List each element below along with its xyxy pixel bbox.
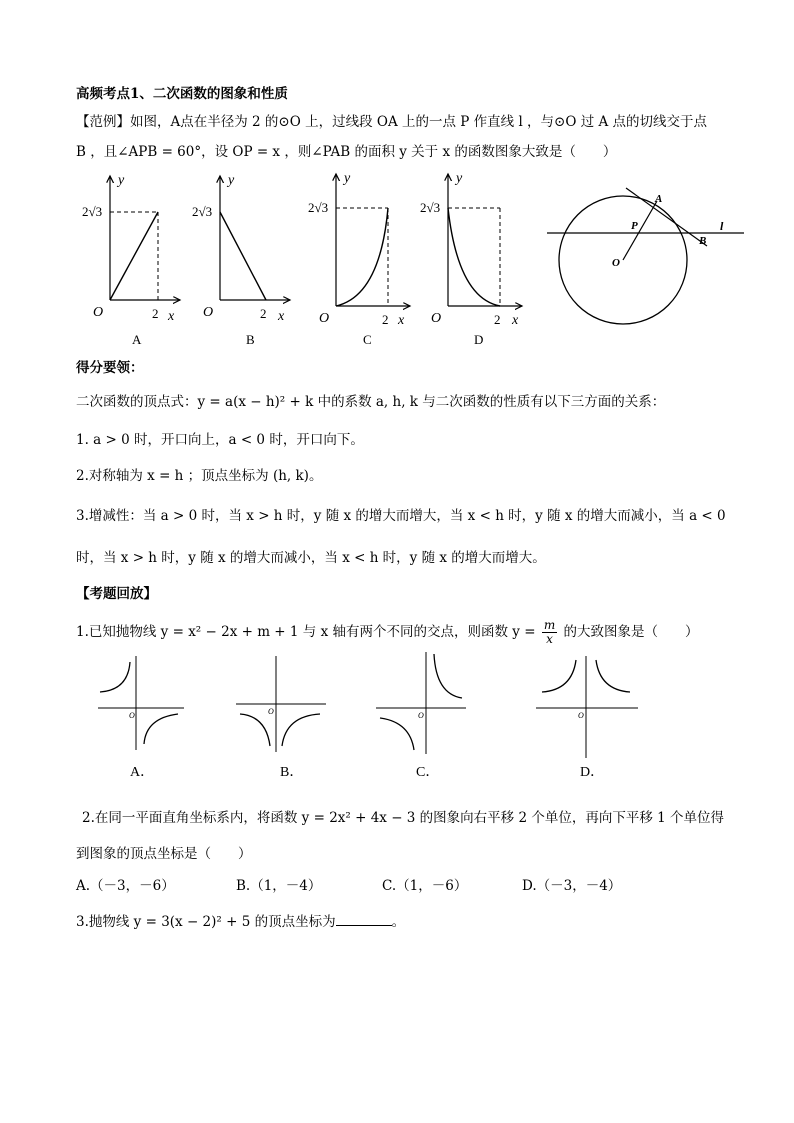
graph-b-caption: B [246,332,255,347]
q1-prefix: 1.已知抛物线 y = x² − 2x + m + 1 与 x 轴有两个不同的交点，则函数 y = [76,624,536,640]
graph-c-origin: O [319,311,330,326]
line-l-label: l [720,219,724,233]
graph-a-ylabel: y [118,173,125,188]
q1-a-caption: A． [130,765,155,780]
point-b-label: B [699,235,707,247]
section-title: 高频考点1、二次函数的图象和性质 [76,86,288,102]
graph-b-ytick: 2√3 [192,204,213,219]
circle-figure [544,178,749,333]
q1-graph-b [236,656,326,780]
q3-end: 。 [391,914,406,930]
graph-d-origin: O [431,311,442,326]
q2-line-1: 2.在同一平面直角坐标系内，将函数 y = 2x² + 4x − 3 的图象向右平移 2 个单位，再向下平移 1 个单位得 [82,810,725,826]
tips-point-3-line-2: 时，当 x > h 时，y 随 x 的增大而减小，当 x < h 时，y 随 x 的增大而增大。 [76,550,546,566]
q1-graph-d [536,656,638,780]
graph-d-xlabel: x [512,313,519,328]
graph-b-ylabel: y [228,173,235,188]
point-a-label: A [655,193,663,205]
graph-a-curve [110,212,158,300]
graph-d-ytick: 2√3 [420,200,441,215]
example-line-2: B ，且∠APB = 60°，设 OP = x ，则∠PAB 的面积 y 关于 x 的函数图象大致是（ ） [76,144,617,160]
q1-graphs-figure [90,650,650,786]
graph-c [308,171,410,347]
graph-b-origin: O [203,305,214,320]
tips-point-3-line-1: 3.增减性：当 a > 0 时，当 x > h 时，y 随 x 的增大而增大，当 x < h 时，y 随 x 的增大而减小，当 a < 0 [76,508,726,524]
q1-suffix: 的大致图象是（ ） [563,624,699,640]
tips-point-1: 1. a > 0 时，开口向上，a < 0 时，开口向下。 [76,432,364,448]
example-text-1: A点在半径为 2 的⊙O 上，过线段 OA 上的一点 P 作直线 l ，与⊙O 过 A 点的切线交于点 [170,114,708,130]
graph-a-xlabel: x [168,309,175,324]
tangent-line [626,188,707,246]
q2-option-c: C.（1，－6） [382,878,468,894]
q2-option-b: B.（1，－4） [236,878,322,894]
q1-graph-c [376,652,466,780]
graph-c-xtick: 2 [382,312,389,327]
q1-c-caption: C． [416,765,440,780]
graph-options-figure [80,170,550,350]
graph-a-xtick: 2 [152,306,159,321]
graph-b-xlabel: x [278,309,285,324]
segment-oa [623,201,657,260]
graph-a [82,173,180,347]
q2-options [76,874,621,894]
q2-line-2: 到图象的顶点坐标是（ ） [76,846,252,862]
q2-option-d: D.（－3，－4） [522,878,622,894]
graph-c-ytick: 2√3 [308,200,329,215]
graph-c-xlabel: x [398,313,405,328]
graph-c-curve [336,208,388,306]
q1-a-origin: O [129,711,135,720]
graph-b-curve [220,212,266,300]
q3-text: 3.抛物线 y = 3(x − 2)² + 5 的顶点坐标为 [76,914,336,930]
q1-d-origin: O [578,711,584,720]
q1-fraction [542,619,557,646]
q1-b-caption: B． [280,765,304,780]
graph-a-caption: A [132,332,142,347]
q1-graph-a [98,656,184,780]
point-p-label: P [631,220,638,232]
graph-d [420,171,522,347]
q3-answer-blank[interactable] [336,924,392,926]
review-heading: 【考题回放】 [76,586,157,602]
point-o-label: O [612,257,620,269]
graph-b-xtick: 2 [260,306,267,321]
q1-line [76,619,699,646]
example-prefix: 【范例】如图， [76,114,171,130]
graph-a-ytick: 2√3 [82,204,103,219]
tips-point-2: 2.对称轴为 x = h ；顶点坐标为 (h, k)。 [76,468,323,484]
graph-c-ylabel: y [344,171,351,186]
q1-c-origin: O [418,711,424,720]
graph-d-xtick: 2 [494,312,501,327]
graph-d-caption: D [474,332,484,347]
q1-fraction-numerator: m [543,618,556,632]
example-line-1 [76,110,707,130]
q1-fraction-denominator: x [546,632,553,646]
graph-d-curve [448,208,500,306]
graph-b [192,173,290,347]
graph-d-ylabel: y [456,171,463,186]
graph-a-origin: O [93,305,104,320]
tips-intro: 二次函数的顶点式：y = a(x − h)² + k 中的系数 a, h, k 与二次函数的性质有以下三方面的关系： [76,394,666,410]
q3-line [76,910,405,930]
q1-d-caption: D． [580,765,605,780]
q2-option-a: A.（－3，－6） [76,878,175,894]
tips-heading: 得分要领： [76,360,144,376]
q1-b-origin: O [268,707,274,716]
graph-c-caption: C [363,332,372,347]
